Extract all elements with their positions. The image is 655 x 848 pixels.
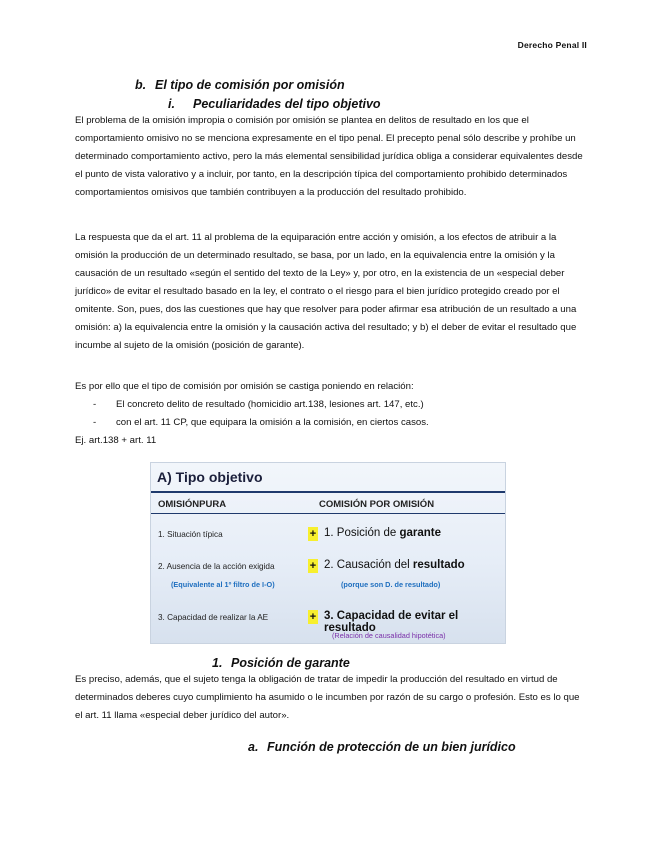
bullet-dash: - xyxy=(93,399,97,410)
heading-section-1 xyxy=(212,656,350,670)
row-3-right-note: (Relación de causalidad hipotética) xyxy=(332,631,446,640)
heading-number: 1. xyxy=(212,656,223,670)
list-item xyxy=(93,414,429,432)
column-header-comision-por-omision: COMISIÓN POR OMISIÓN xyxy=(319,499,435,510)
row-right-bold-text: garante xyxy=(399,527,441,539)
heading-text: Función de protección de un bien jurídico xyxy=(267,740,516,754)
bullet-list xyxy=(93,396,429,432)
list-item-text: con el art. 11 CP, que equipara la omisión a la comisión, en ciertos casos. xyxy=(116,417,429,428)
row-2-left-note: (Equivalente al 1º filtro de I-O) xyxy=(171,580,275,589)
plus-highlight-2: + xyxy=(309,560,317,572)
paragraph-posicion-garante: Es preciso, además, que el sujeto tenga la obligación de tratar de impedir la producción del resultado en virtud de determinados deberes cuyo cumplimiento ha asumido o le incumben por razón de su cargo o profesión. Esto es lo que el art. 11 llama «especial deber jurídico del autor». xyxy=(75,674,580,721)
figure-row-1-left: 1. Situación típica xyxy=(158,530,223,539)
heading-text: Posición de garante xyxy=(231,656,350,670)
paragraph-omision-impropia: El problema de la omisión impropia o comisión por omisión se plantea en delitos de resultado en los que el comportamiento omisivo no se menciona expresamente en el tipo penal. El precepto penal sólo describe y prohíbe un determinado comportamiento activo, pero la más elemental sensibilidad jurídica obliga a considerar equivalentes desde el punto de vista valorativo y a incluir, por tanto, en la descripción típica del comportamiento prohibido determinados comportamientos omisivos que también contribuyen a la producción del resultado prohibido. xyxy=(75,115,583,198)
figure-title-rule xyxy=(151,491,505,493)
list-item-text: El concreto delito de resultado (homicidio art.138, lesiones art. 147, etc.) xyxy=(116,399,424,410)
list-item xyxy=(93,396,429,414)
bullet-dash: - xyxy=(93,417,97,428)
example-line: Ej. art.138 + art. 11 xyxy=(75,435,157,446)
paragraph-relacion: Es por ello que el tipo de comisión por omisión se castiga poniendo en relación: xyxy=(75,381,414,392)
plus-highlight-1: + xyxy=(309,528,317,540)
heading-number: i. xyxy=(168,97,175,111)
heading-number: b. xyxy=(135,78,147,92)
figure-title: A) Tipo objetivo xyxy=(157,469,263,485)
figure-row-3-left: 3. Capacidad de realizar la AE xyxy=(158,613,269,622)
heading-section-a xyxy=(248,740,516,754)
column-header-omision-pura: OMISIÓNPURA xyxy=(158,499,227,510)
row-right-text: 1. Posición de xyxy=(324,527,400,539)
figure-row-2-left: 2. Ausencia de la acción exigida xyxy=(158,562,275,571)
row-2-right-note: (porque son D. de resultado) xyxy=(341,580,441,589)
row-right-bold-text: resultado xyxy=(412,559,465,571)
heading-section-b xyxy=(135,78,345,92)
row-right-text: 2. Causación del xyxy=(324,559,413,571)
heading-number: a. xyxy=(248,740,259,754)
heading-section-i xyxy=(168,97,381,111)
paragraph-art-11: La respuesta que da el art. 11 al problema de la equiparación entre acción y omisión, a los efectos de atribuir a la omisión la producción de un determinado resultado, se basa, por un lado, en la equivalencia entre la omisión y la causación de un resultado «según el sentido del texto de la Ley» y, por otro, en la existencia de un «especial deber jurídico» de evitar el resultado basado en la ley, el contrato o el riesgo para el bien jurídico protegido creado por el omitente. Son, pues, dos las cuestiones que hay que resolver para poder afirmar esa atribución de un resultado a una omisión: a) la equivalencia entre la omisión y la causación activa del resultado; y b) el deber de evitar el resultado que incumbe al sujeto de la omisión (posición de garante). xyxy=(75,232,577,351)
figure-row-1-right xyxy=(324,527,441,539)
heading-text: El tipo de comisión por omisión xyxy=(155,78,345,92)
heading-text: Peculiaridades del tipo objetivo xyxy=(193,97,381,111)
tipo-objetivo-figure xyxy=(150,462,506,644)
running-header: Derecho Penal II xyxy=(517,40,587,50)
row-right-bold-text: 3. Capacidad de evitar el resultado xyxy=(324,610,459,634)
figure-row-2-right xyxy=(324,559,465,571)
column-header-rule xyxy=(151,513,505,514)
plus-highlight-3: + xyxy=(309,611,317,623)
